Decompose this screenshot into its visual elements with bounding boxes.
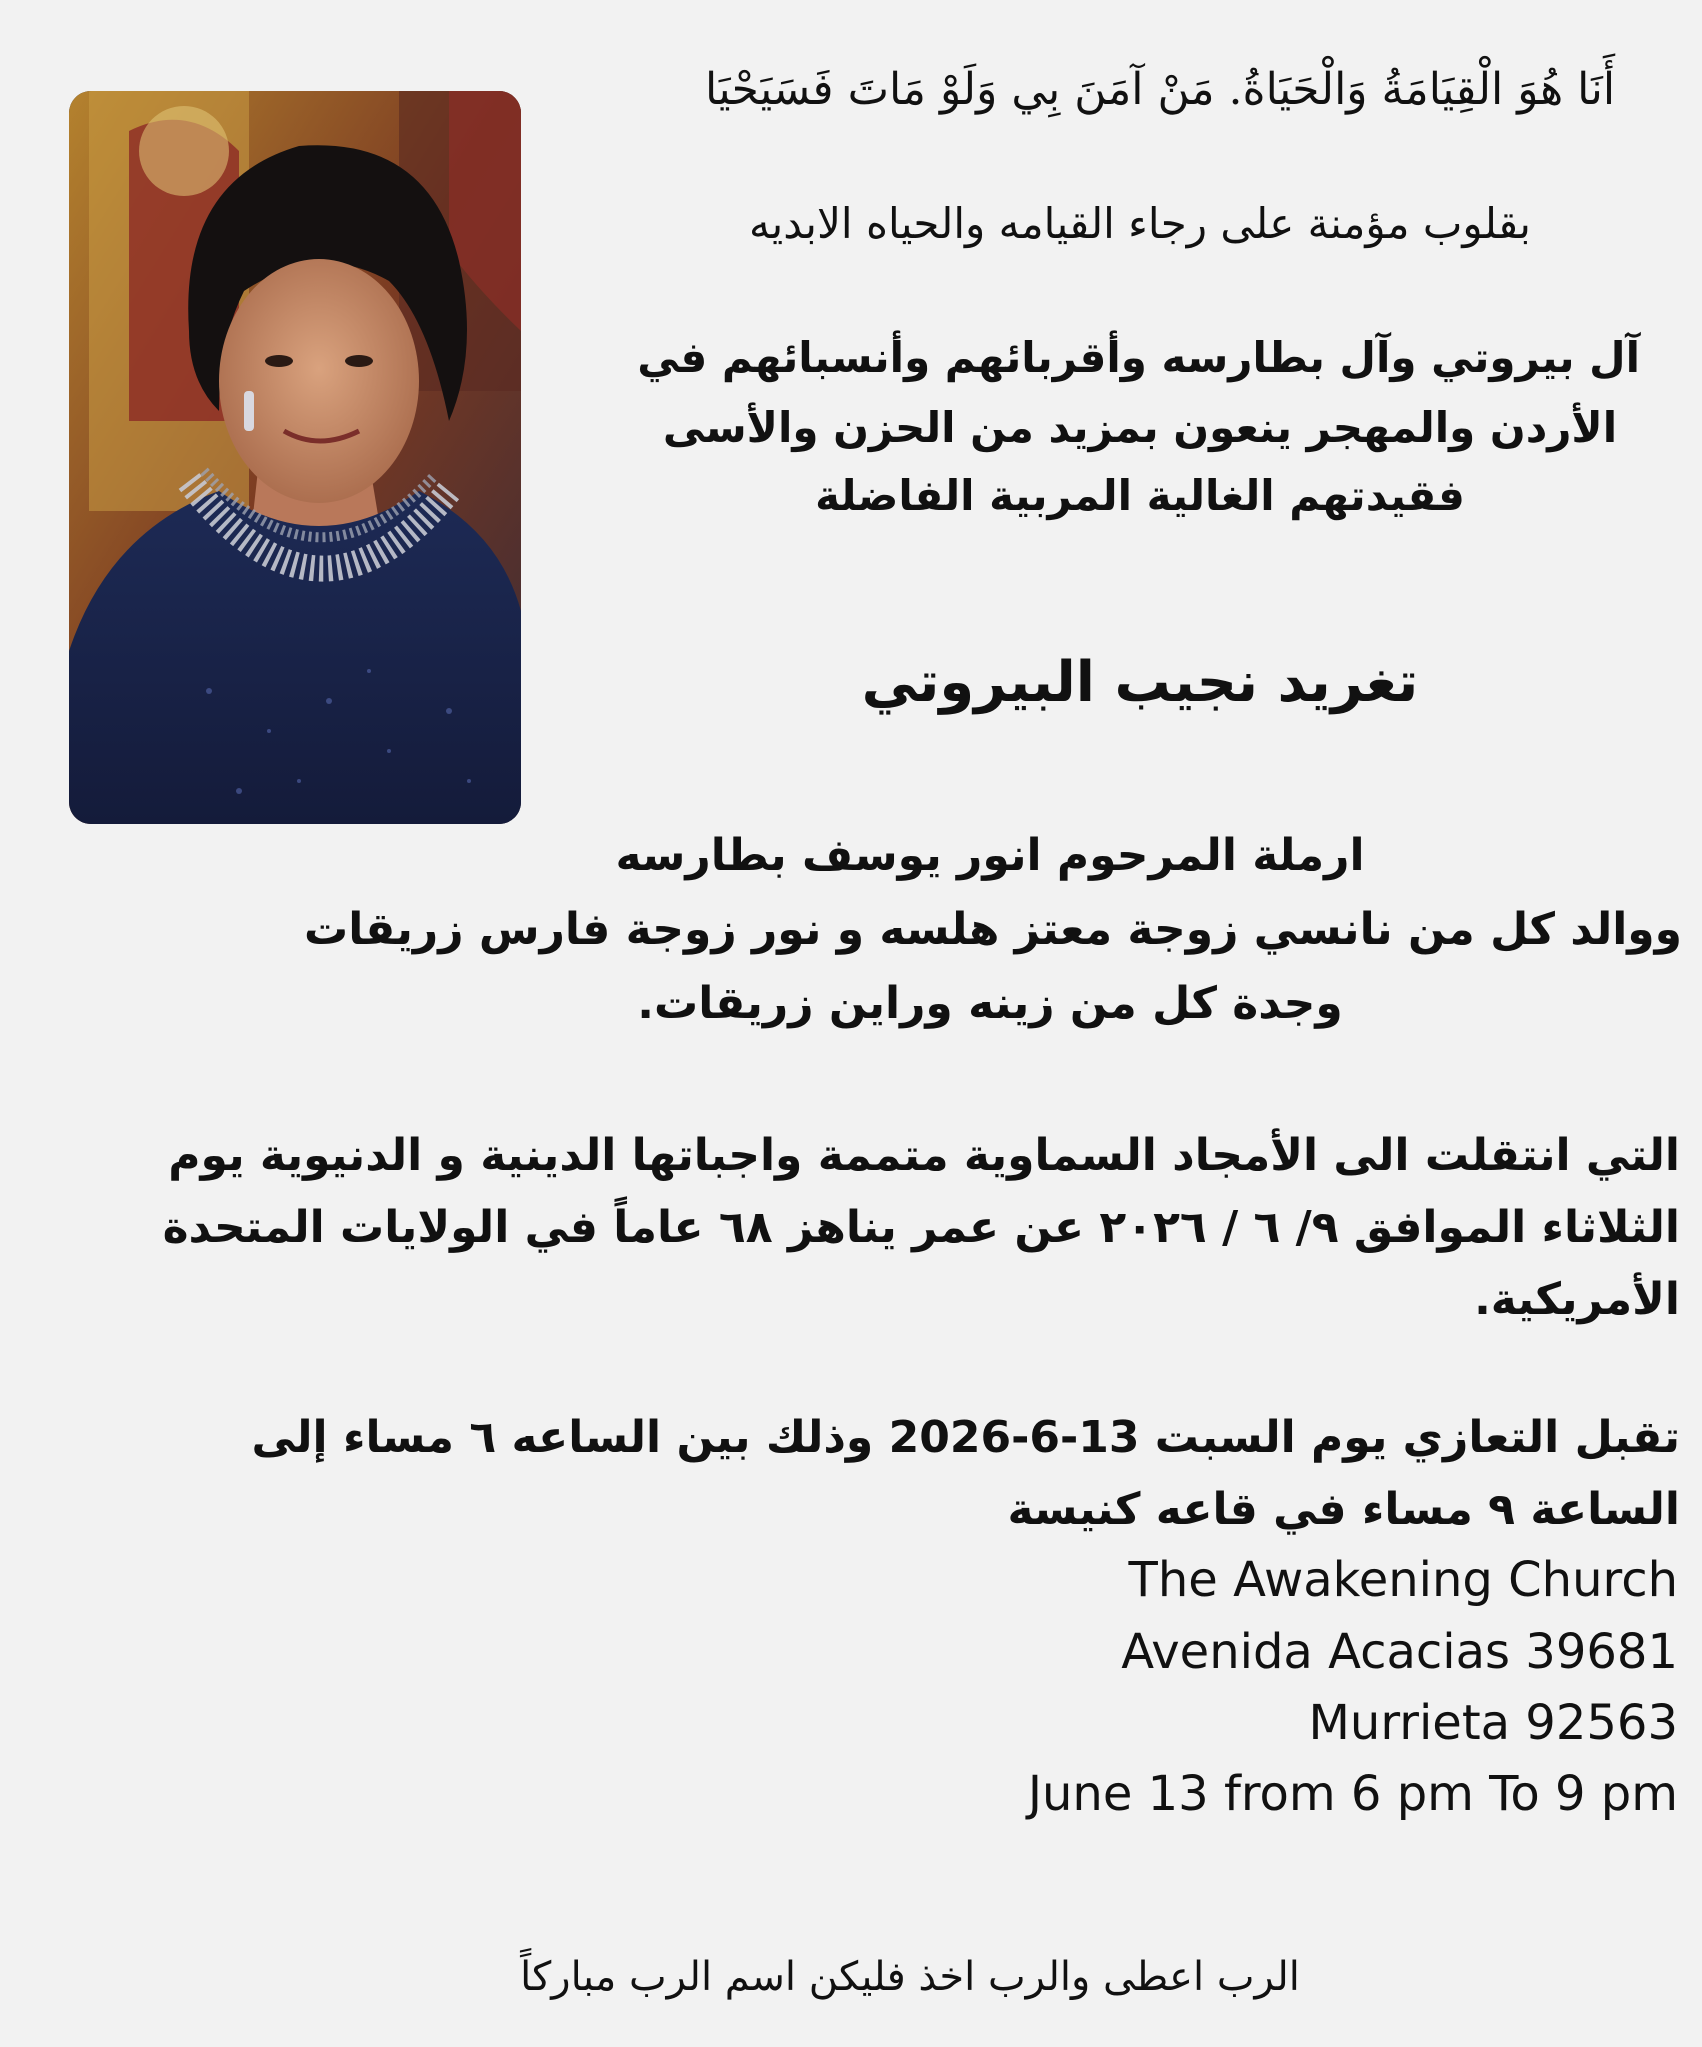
church-time: June 13 from 6 pm To 9 pm (1027, 1766, 1678, 1822)
closing-blessing: الرب اعطى والرب اخذ فليكن اسم الرب مباركاً (520, 1954, 1300, 2000)
families-line-1: آل بيروتي وآل بطارسه وأقربائهم وأنسبائهم في (637, 333, 1640, 382)
passing-line-2: الثلاثاء الموافق ٩/ ٦ / ٢٠٢٦ عن عمر يناهز ٦٨ عاماً في الولايات المتحدة (162, 1202, 1680, 1253)
relations-line-2: ووالد كل من نانسي زوجة معتز هلسه و نور زوجة فارس زريقات (303, 904, 1682, 955)
families-line-3: فقيدتهم الغالية المربية الفاضلة (815, 471, 1465, 520)
scripture-verse: أَنَا هُوَ الْقِيَامَةُ وَالْحَيَاةُ. مَنْ آمَنَ بِي وَلَوْ مَاتَ فَسَيَحْيَا (704, 64, 1616, 115)
relations-line-3: وجدة كل من زينه وراين زريقات. (637, 978, 1343, 1029)
condolence-line-1: تقبل التعازي يوم السبت 13-6-2026 وذلك بين الساعه ٦ مساء إلى (251, 1412, 1680, 1463)
families-line-2: الأردن والمهجر ينعون بمزيد من الحزن والأسى (662, 403, 1618, 452)
passing-line-1: التي انتقلت الى الأمجاد السماوية متممة واجباتها الدينية و الدنيوية يوم (168, 1130, 1680, 1181)
deceased-name: تغريد نجيب البيروتي (861, 650, 1419, 715)
faith-line: بقلوب مؤمنة على رجاء القيامه والحياه الابديه (749, 199, 1531, 248)
relations-line-1: ارملة المرحوم انور يوسف بطارسه (615, 830, 1365, 881)
condolence-line-2: الساعة ٩ مساء في قاعه كنيسة (1007, 1484, 1680, 1535)
church-street: Avenida Acacias 39681 (1121, 1624, 1678, 1680)
passing-line-3: الأمريكية. (1474, 1274, 1680, 1325)
church-city: Murrieta 92563 (1308, 1695, 1678, 1751)
portrait-photo (69, 91, 521, 824)
church-name: The Awakening Church (1128, 1552, 1678, 1608)
